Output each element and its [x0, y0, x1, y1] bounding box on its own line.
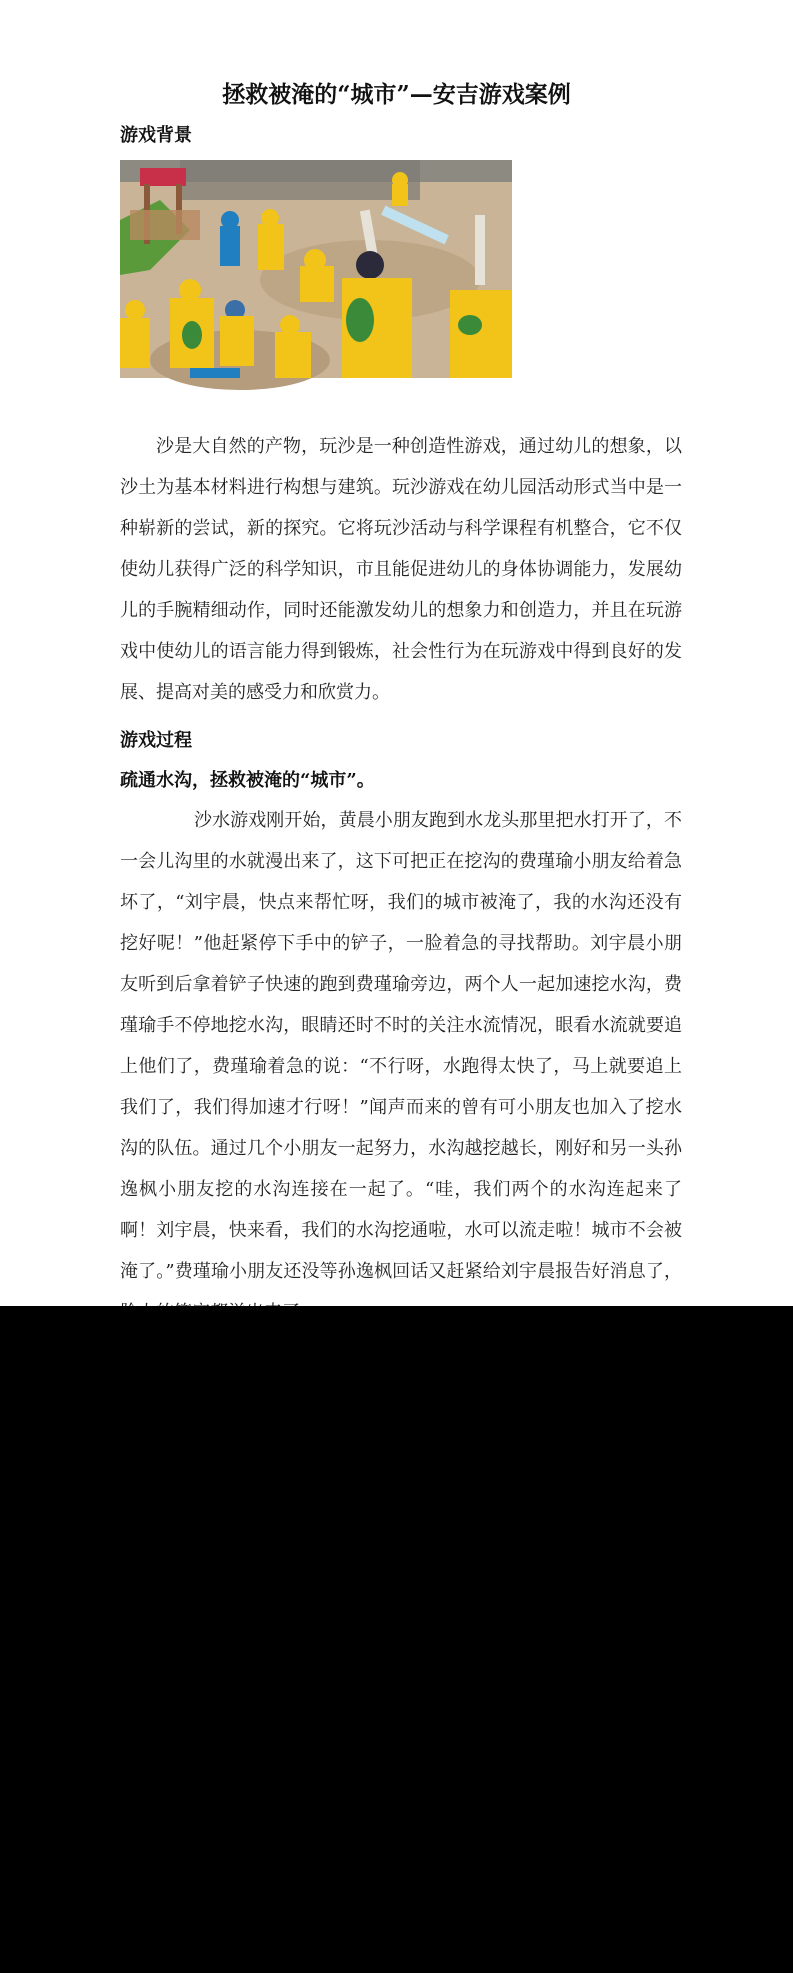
background-paragraph: 沙是大自然的产物，玩沙是一种创造性游戏，通过幼儿的想象，以沙土为基本材料进行构想与建筑。玩沙游戏在幼儿园活动形式当中是一种崭新的尝试，新的探究。它将玩沙活动与科学课程有机整合，它不仅使幼儿获得广泛的科学知识，市且能促进幼儿的身体协调能力，发展幼儿的手腕精细动作，同时还能激发幼儿的想象力和创造力，并且在玩游戏中使幼儿的语言能力得到锻炼，社会性行为在玩游戏中得到良好的发展、提高对美的感受力和欣赏力。: [120, 436, 682, 703]
document-title: 拯救被淹的“城市”—安吉游戏案例: [222, 81, 571, 108]
children-sand-play-photo: [120, 160, 512, 378]
section-heading-background: 游戏背景: [120, 125, 192, 146]
photo-illustration: [120, 160, 512, 378]
blank-black-area: [0, 1306, 793, 1973]
process-subheading: 疏通水沟，拯救被淹的“城市”。: [120, 770, 375, 791]
section-heading-process: 游戏过程: [120, 730, 192, 751]
process-paragraph: 沙水游戏刚开始，黄晨小朋友跑到水龙头那里把水打开了，不一会儿沟里的水就漫出来了，这下可把正在挖沟的费瑾瑜小朋友给着急坏了，“刘宇晨，快点来帮忙呀，我们的城市被淹了，我的水沟还没有挖好呢！”他赶紧停下手中的铲子，一脸着急的寻找帮助。刘宇晨小朋友听到后拿着铲子快速的跑到费瑾瑜旁边，两个人一起加速挖水沟，费瑾瑜手不停地挖水沟，眼睛还时不时的关注水流情况，眼看水流就要追上他们了，费瑾瑜着急的说：“不行呀，水跑得太快了，马上就要追上我们了，我们得加速才行呀！”闻声而来的曾有可小朋友也加入了挖水沟的队伍。通过几个小朋友一起努力，水沟越挖越长，刚好和另一头孙逸枫小朋友挖的水沟连接在一起了。“哇，我们两个的水沟连起来了啊！刘宇晨，快来看，我们的水沟挖通啦，水可以流走啦！城市不会被淹了。”费瑾瑜小朋友还没等孙逸枫回话又赶紧给刘宇晨报告好消息了，: [120, 810, 682, 1282]
